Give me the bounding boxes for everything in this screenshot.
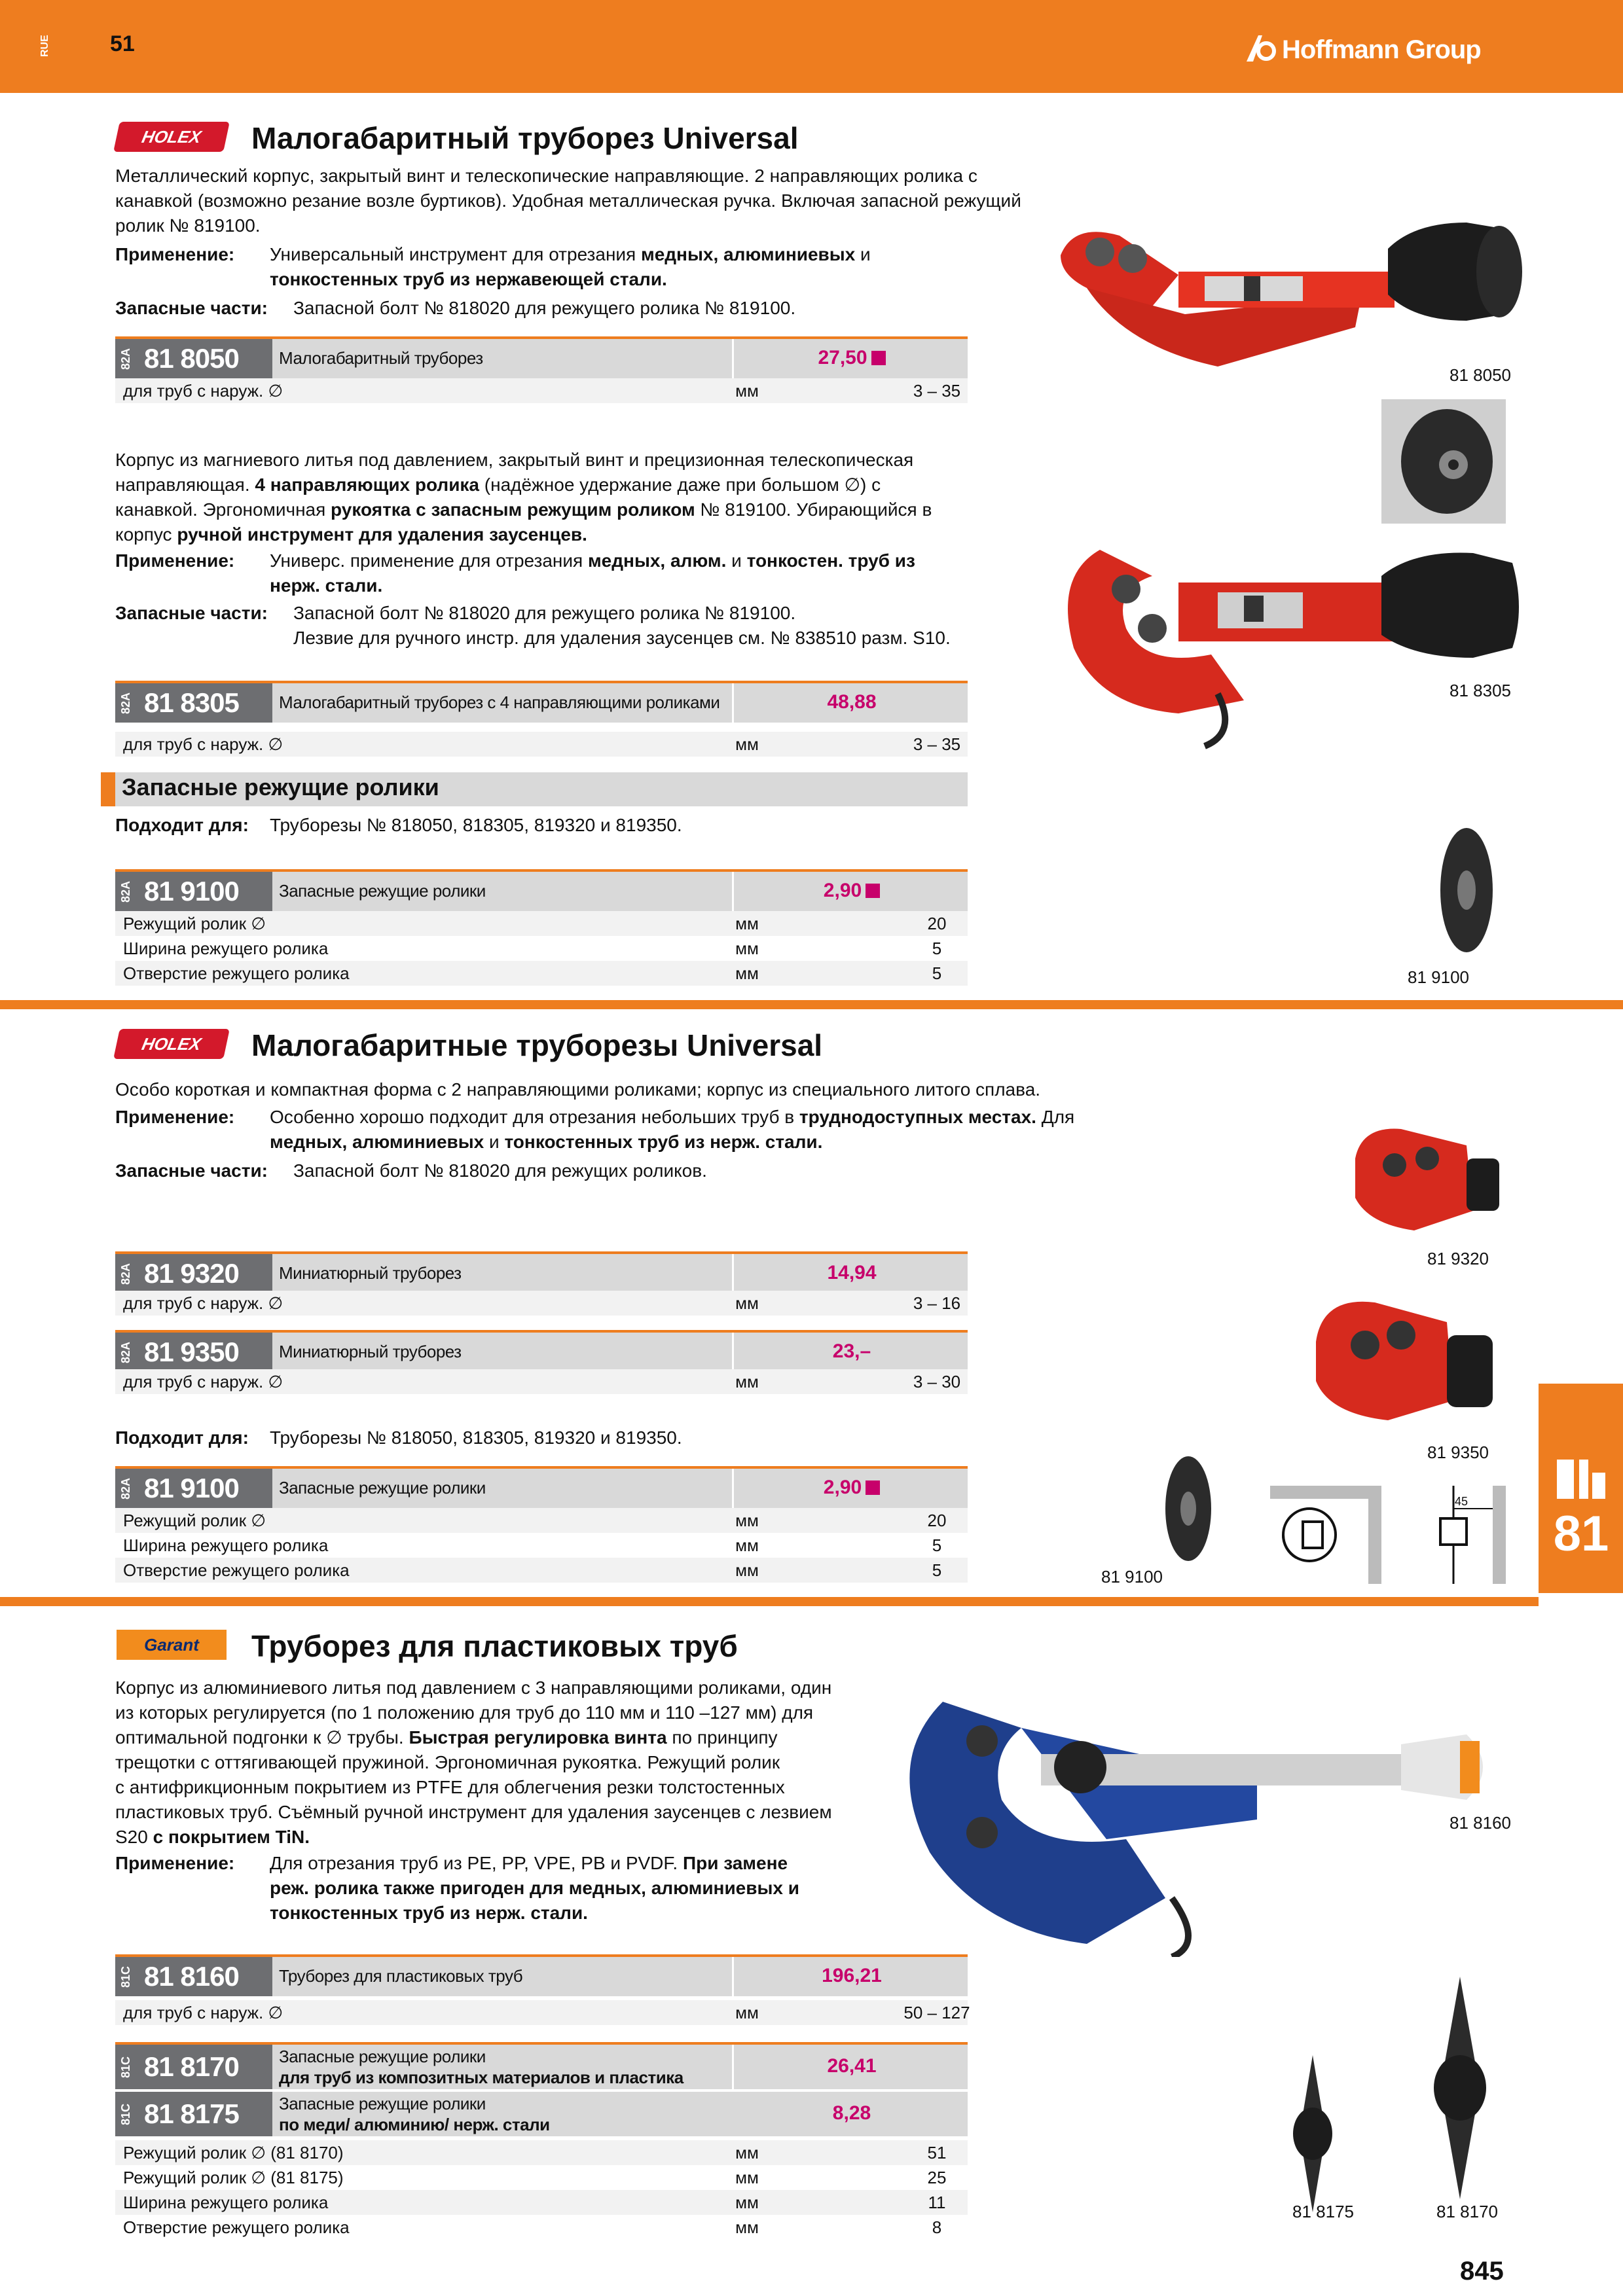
fits-label: Подходит для: — [115, 1427, 249, 1448]
spare-parts-label: Запасные части: — [115, 603, 268, 623]
article-number: 81 9100 — [144, 1473, 239, 1503]
article-number: 81 9350 — [144, 1336, 239, 1367]
table-row: Режущий ролик ∅ (81 8175) мм 25 — [123, 2168, 947, 2187]
fits-text: Труборезы № 818050, 818305, 819320 и 819350. — [270, 815, 682, 835]
article-description: Малогабаритный труборез — [279, 348, 483, 368]
article-price: 26,41 — [827, 2055, 877, 2077]
article-price: 2,90 — [736, 1477, 968, 1499]
cutting-wheel-image — [1277, 2055, 1349, 2212]
article-description: Запасные режущие ролики для труб из композитных материалов и пластика — [279, 2047, 684, 2087]
article-code-box: 82A 81 9350 — [115, 1333, 272, 1372]
image-caption: 81 9100 — [1408, 967, 1469, 987]
image-caption: 81 8050 — [1450, 365, 1511, 385]
diagram-dimension: 45 — [1455, 1495, 1468, 1508]
product-description: Особо короткая и компактная форма с 2 направляющими роликами; корпус из специального литого сплава. — [115, 1079, 1041, 1100]
usage-text: Универсальный инструмент для отрезания медных, алюминиевых и тонкостенных труб из нержавеющей стали. — [270, 244, 871, 289]
table-row: Режущий ролик ∅ (81 8170) мм 51 — [115, 2140, 968, 2165]
fits-text: Труборезы № 818050, 818305, 819320 и 819350. — [270, 1427, 682, 1448]
table-row: Режущий ролик ∅ мм 20 — [115, 1508, 968, 1533]
article-code-box: 82A 81 9100 — [115, 1469, 272, 1508]
hoffmann-logo-icon — [1244, 33, 1277, 64]
table-row: для труб с наруж. ∅ мм 3 – 35 — [115, 378, 968, 403]
article-description: Малогабаритный труборез с 4 направляющими роликами — [279, 692, 720, 712]
ratchet-detail-image — [1381, 399, 1506, 524]
pipe-cutter-image — [1048, 537, 1532, 753]
holex-badge: HOLEX — [113, 122, 230, 152]
article-number: 81 8050 — [144, 343, 239, 374]
image-caption: 81 9320 — [1427, 1249, 1489, 1268]
article-code-box: 82A 81 8050 — [115, 339, 272, 378]
mini-pipe-cutter-image — [1303, 1289, 1512, 1433]
language-code: RUE — [39, 35, 50, 57]
article-price: 23,– — [832, 1340, 871, 1362]
article-number: 81 8170 — [144, 2051, 239, 2082]
usage-text: Особенно хорошо подходит для отрезания небольших труб в труднодоступных местах. Для медных, алюминиевых и тонкостенных труб из нерж. стали. — [270, 1107, 1075, 1152]
article-description: Запасные режущие ролики — [279, 881, 486, 901]
table-row: Отверстие режущего ролика мм 5 — [115, 1558, 968, 1583]
article-code-box: 81C 81 8175 — [115, 2092, 272, 2136]
article-description: Запасные режущие ролики — [279, 1478, 486, 1498]
article-number: 81 9320 — [144, 1258, 239, 1289]
table-row: Ширина режущего ролика мм 5 — [123, 1535, 942, 1555]
section-title: Малогабаритный труборез Universal — [251, 121, 799, 155]
article-number: 81 9100 — [144, 876, 239, 906]
table-row: Ширина режущего ролика мм 5 — [123, 939, 942, 958]
image-caption: 81 8160 — [1450, 1813, 1511, 1833]
table-row: для труб с наруж. ∅ мм 3 – 30 — [115, 1369, 968, 1394]
table-row: для труб с наруж. ∅ мм 3 – 35 — [115, 732, 968, 757]
chapter-number: 81 — [1553, 1506, 1609, 1562]
section-divider — [0, 1597, 1539, 1606]
holex-badge: HOLEX — [113, 1029, 230, 1059]
usage-label: Применение: — [115, 1853, 235, 1873]
table-row: Отверстие режущего ролика мм 5 — [115, 961, 968, 986]
table-row: Отверстие режущего ролика мм 8 — [123, 2217, 942, 2237]
garant-badge: Garant — [117, 1630, 227, 1660]
article-price: 196,21 — [822, 1965, 882, 1986]
usage-label: Применение: — [115, 1107, 235, 1127]
article-price: 2,90 — [736, 880, 968, 902]
spare-parts-label: Запасные части: — [115, 1160, 268, 1181]
plastic-pipe-cutter-image — [890, 1682, 1506, 1957]
image-caption: 81 9350 — [1427, 1443, 1489, 1462]
mini-pipe-cutter-image — [1342, 1119, 1512, 1244]
usage-label: Применение: — [115, 244, 235, 264]
section-title: Малогабаритные труборезы Universal — [251, 1028, 823, 1062]
cutting-wheel-image — [1152, 1453, 1224, 1564]
article-code-box: 82A 81 9100 — [115, 872, 272, 911]
table-row: Режущий ролик ∅ мм 20 — [115, 911, 968, 936]
article-code-box: 81C 81 8170 — [115, 2045, 272, 2089]
article-code-box: 82A 81 9320 — [115, 1254, 272, 1293]
fits-label: Подходит для: — [115, 815, 249, 835]
usage-text: Для отрезания труб из PE, PP, VPE, PB и PVDF. При замене реж. ролика также пригоден для медных, алюминиевых и тонкостенных труб из нерж. стали. — [270, 1853, 799, 1923]
image-caption: 81 8175 — [1292, 2202, 1354, 2221]
article-price: 14,94 — [827, 1262, 877, 1283]
pipe-tools-icon — [1552, 1453, 1611, 1505]
brand-name: Hoffmann Group — [1282, 35, 1481, 64]
page-section-number: 51 — [110, 31, 135, 56]
article-number: 81 8175 — [144, 2098, 239, 2129]
article-description: Запасные режущие ролики по меди/ алюминию/ нерж. стали — [279, 2094, 550, 2134]
net-price-icon — [866, 884, 880, 898]
pipe-cutter-image — [1048, 216, 1532, 386]
spare-parts-text: Запасной болт № 818020 для режущих роликов. — [293, 1160, 707, 1181]
article-number: 81 8305 — [144, 687, 239, 718]
image-caption: 81 8305 — [1450, 681, 1511, 700]
spare-parts-text: Запасной болт № 818020 для режущего ролика № 819100. — [293, 298, 796, 318]
spare-parts-label: Запасные части: — [115, 298, 268, 318]
section-divider — [0, 1000, 1623, 1009]
article-price: 27,50 — [736, 347, 968, 369]
table-row: для труб с наруж. ∅ мм 3 – 16 — [115, 1291, 968, 1316]
article-description: Миниатюрный труборез — [279, 1342, 462, 1361]
article-price: 48,88 — [827, 691, 877, 713]
product-description: Корпус из алюминиевого литья под давлением с 3 направляющими роликами, один из которых регулируется (по 1 положению для труб до 110 мм и 110 –127 мм) для оптимальной подгонки к ∅ трубы. Быстрая регулировка винта по принципу трещотки с оттягивающей пружиной. Эргономичная рукоятка. Режущий ролик с антифрикционным покрытием из PTFE для облегчения резки толстостенных пластиковых труб. Съёмный ручной инструмент для удаления заусенцев с лезвием S20 с покрытием TiN. — [115, 1677, 832, 1847]
page-number: 845 — [1460, 2257, 1504, 2286]
cutting-wheel-image — [1427, 825, 1506, 956]
image-caption: 81 9100 — [1101, 1567, 1163, 1587]
article-description: Миниатюрный труборез — [279, 1263, 462, 1283]
product-description-818305: Корпус из магниевого литья под давлением, закрытый винт и прецизионная телескопическая направляющая. 4 направляющих ролика (надёжное удержание даже при большом ∅) с канавкой. Эргономичная рукоятка с запасным режущим роликом № 819100. Убирающийся в корпус ручной инструмент для удаления заусенцев. — [115, 450, 932, 545]
image-caption: 81 8170 — [1436, 2202, 1498, 2221]
table-row: для труб с наруж. ∅ мм 50 – 127 — [115, 2000, 968, 2025]
usage-label: Применение: — [115, 550, 235, 571]
section-title: Труборез для пластиковых труб — [251, 1629, 738, 1663]
article-price: 8,28 — [832, 2102, 871, 2124]
product-description: Металлический корпус, закрытый винт и телескопические направляющие. 2 направляющих ролика с канавкой (возможно резание возле буртиков). Удобная металлическая ручка. Включая запасной режущий ролик № 819100. — [115, 166, 1021, 236]
article-code-box: 81C 81 8160 — [115, 1957, 272, 1996]
article-number: 81 8160 — [144, 1961, 239, 1992]
table-row: Ширина режущего ролика мм 11 — [115, 2190, 968, 2215]
usage-text: Универс. применение для отрезания медных, алюм. и тонкостен. труб из нерж. стали. — [270, 550, 915, 596]
article-description: Труборез для пластиковых труб — [279, 1966, 523, 1986]
net-price-icon — [871, 351, 886, 365]
usage-diagram-corner — [1270, 1486, 1381, 1584]
net-price-icon — [866, 1480, 880, 1495]
subheading: Запасные режущие ролики — [122, 774, 439, 800]
cutting-wheel-image — [1408, 1977, 1512, 2199]
spare-parts-text: Запасной болт № 818020 для режущего ролика № 819100. Лезвие для ручного инстр. для удаления заусенцев см. № 838510 разм. S10. — [293, 603, 951, 648]
article-code-box: 82A 81 8305 — [115, 683, 272, 723]
